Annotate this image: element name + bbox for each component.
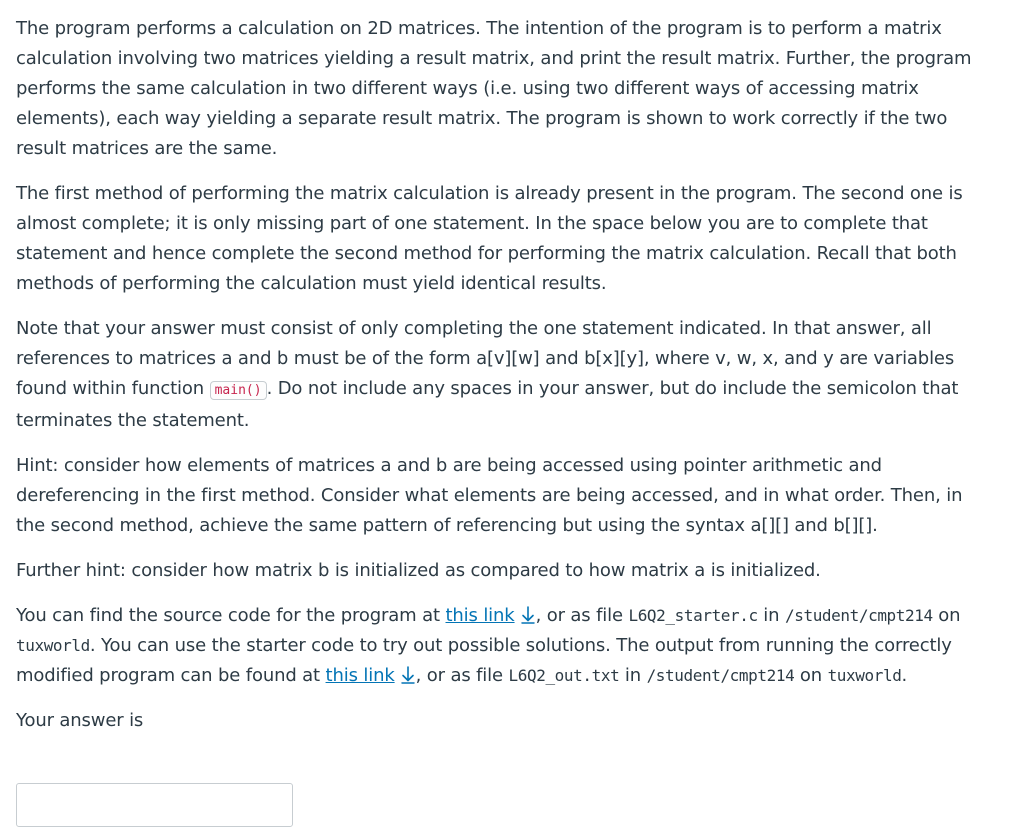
paragraph-hint: Hint: consider how elements of matrices a and b are being accessed using pointer arithmetic and dereferencing in the first method. Consider what elements are being accessed, and in what order. Then, in the second method, achieve the same pattern of referencing but using the syntax a[][] and b[][]. (16, 455, 963, 536)
resources-text: , or as file (415, 665, 509, 686)
resources-text: . You can use the starter code to try out possible solutions. The output from running the correctly modified program can be found at (16, 635, 952, 686)
constraints-text-b: . Do not include any spaces in your answer, but do include the semicolon that terminates the statement. (16, 378, 959, 431)
paragraph-further-hint: Further hint: consider how matrix b is initialized as compared to how matrix a is initialized. (16, 560, 821, 581)
output-file-name: L6Q2_out.txt (508, 666, 620, 685)
download-arrow-icon[interactable] (520, 606, 536, 624)
resources-text: on (932, 605, 961, 626)
download-arrow-icon[interactable] (400, 666, 416, 684)
question-body (16, 14, 991, 751)
resources-text: You can find the source code for the program at (16, 605, 446, 626)
answer-prompt: Your answer is (16, 710, 144, 731)
paragraph-resources (16, 601, 991, 691)
resources-text: , or as file (535, 605, 629, 626)
host-name: tuxworld (16, 636, 90, 655)
output-link[interactable]: this link (325, 665, 395, 686)
host-name: tuxworld (827, 666, 902, 685)
resources-text: on (794, 665, 828, 686)
paragraph-intro: The program performs a calculation on 2D matrices. The intention of the program is to perform a matrix calculation involving two matrices yielding a result matrix, and print the result matrix. Further, the program performs the same calculation in two different ways (i.e. using two different ways of accessing matrix elements), each way yielding a separate result matrix. The program is shown to work correctly if the two result matrices are the same. (16, 18, 972, 159)
answer-input[interactable] (16, 783, 293, 827)
resources-text: . (901, 665, 908, 686)
paragraph-constraints (16, 314, 991, 436)
directory-path: /student/cmpt214 (646, 666, 795, 685)
resources-text: in (619, 665, 647, 686)
starter-file-name: L6Q2_starter.c (628, 606, 758, 625)
inline-code-main: main() (210, 381, 267, 400)
paragraph-task: The first method of performing the matrix calculation is already present in the program. The second one is almost complete; it is only missing part of one statement. In the space below you are to complete that statement and hence complete the second method for performing the matrix calculation. Recall that both methods of performing the calculation must yield identical results. (16, 183, 963, 294)
resources-text: in (757, 605, 785, 626)
directory-path: /student/cmpt214 (785, 606, 933, 625)
source-code-link[interactable]: this link (445, 605, 515, 626)
constraints-text-a: Note that your answer must consist of only completing the one statement indicated. In that answer, all references to matrices a and b must be of the form a[v][w] and b[x][y], where v, w, x, and y are variables found within function (16, 318, 955, 399)
